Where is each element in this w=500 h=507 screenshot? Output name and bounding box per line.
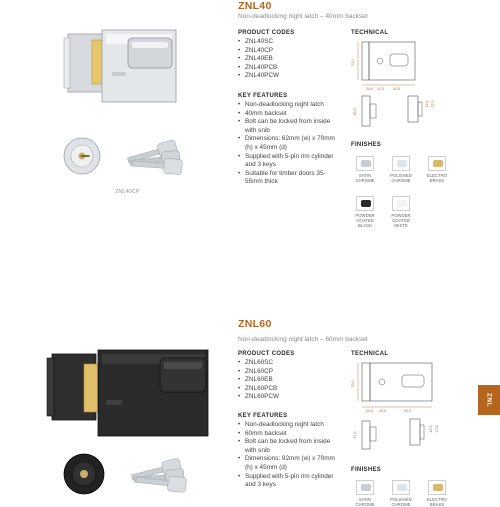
dim-f: 16.0 <box>353 108 357 116</box>
dim-f: 27.0 <box>353 431 357 439</box>
technical-drawing <box>348 359 448 455</box>
finish-swatch <box>422 480 452 507</box>
product-codes-heading: PRODUCT CODES <box>238 30 295 36</box>
technical-heading: TECHNICAL <box>351 30 389 36</box>
feature-item: • Bolt can be locked from inside with snib <box>238 118 342 135</box>
latch-product-photo <box>44 348 218 442</box>
finish-swatch <box>386 196 416 228</box>
dim-a: 24.0 <box>366 87 373 91</box>
key-features-heading: KEY FEATURES <box>238 93 288 99</box>
product-code: • ZNL60PCB <box>238 385 279 394</box>
finish-swatch-image <box>428 156 446 171</box>
finish-name: POLISHED CHROME <box>390 497 412 507</box>
product-code: • ZNL60SC <box>238 359 279 368</box>
dim-d: 42.0 <box>429 425 433 433</box>
dim-e: 27.0 <box>431 100 435 108</box>
side-tab-label: ZNL <box>485 392 493 408</box>
finish-name: POWDER COATED BLACK <box>355 213 375 228</box>
finish-swatch <box>350 480 380 507</box>
finish-swatch-image <box>392 196 410 211</box>
finish-name: SATIN CHROME <box>355 173 375 183</box>
product-title: ZNL60 <box>238 318 272 330</box>
finish-name: ELECTRO BRASS <box>426 497 448 507</box>
dim-height: 70.0 <box>351 59 355 67</box>
feature-item: • Non-deadlocking night latch <box>238 421 342 430</box>
feature-item: • 60mm backset <box>238 430 342 439</box>
technical-heading: TECHNICAL <box>351 351 389 357</box>
feature-item: • Supplied with 5-pin rim cylinder and 3 keys <box>238 153 342 170</box>
dim-height: 70.0 <box>351 380 355 388</box>
feature-item: • Supplied with 5-pin rim cylinder and 3 keys <box>238 473 342 490</box>
dim-a: 24.0 <box>366 409 373 413</box>
finish-swatch <box>350 196 380 228</box>
feature-item: • Dimensions: 92mm (w) x 70mm (h) x 45mm (d) <box>238 455 342 472</box>
product-title: ZNL40 <box>238 0 272 12</box>
dim-b: 11.0 <box>377 87 384 91</box>
photo-caption: ZNL40CP <box>115 189 140 195</box>
feature-item: • 40mm backset <box>238 110 342 119</box>
finish-name: POWDER COATED WHITE <box>391 213 411 228</box>
dim-d: 42.0 <box>425 100 429 108</box>
product-section-znl60 <box>0 318 500 507</box>
finish-swatch-image <box>392 480 410 495</box>
product-code: • ZNL60EB <box>238 376 279 385</box>
product-code: • ZNL40EB <box>238 55 279 64</box>
finishes-heading: FINISHES <box>351 467 382 473</box>
finishes-heading: FINISHES <box>351 142 382 148</box>
product-subtitle: Non-deadlocking night latch – 60mm backset <box>238 336 368 343</box>
cylinder-keys-photo <box>56 450 216 500</box>
finish-swatch <box>422 156 452 183</box>
finish-name: POLISHED CHROME <box>390 173 412 183</box>
key-features-list <box>238 421 342 490</box>
feature-item: • Dimensions: 62mm (w) x 70mm (h) x 45mm (d) <box>238 135 342 152</box>
key-features-heading: KEY FEATURES <box>238 413 288 419</box>
finish-name: SATIN CHROME <box>355 497 375 507</box>
product-code: • ZNL40CP <box>238 47 279 56</box>
finish-swatch <box>386 156 416 183</box>
cylinder-keys-photo <box>60 128 210 190</box>
feature-item: • Bolt can be locked from inside with snib <box>238 438 342 455</box>
finish-swatch <box>350 156 380 183</box>
product-codes-list <box>238 38 279 81</box>
product-code: • ZNL40PCB <box>238 64 279 73</box>
technical-drawing <box>348 38 440 134</box>
dim-e: 27.0 <box>435 425 439 433</box>
feature-item: • Non-deadlocking night latch <box>238 101 342 110</box>
key-features-list <box>238 101 342 187</box>
product-code: • ZNL40PCW <box>238 72 279 81</box>
dim-c: 42.0 <box>393 87 400 91</box>
finish-name: ELECTRO BRASS <box>426 173 448 183</box>
latch-product-photo <box>62 24 188 112</box>
product-subtitle: Non-deadlocking night latch – 40mm backset <box>238 13 368 20</box>
finish-swatch-image <box>392 156 410 171</box>
finish-swatch-image <box>356 480 374 495</box>
product-codes-list <box>238 359 279 402</box>
product-code: • ZNL40SC <box>238 38 279 47</box>
dim-b: 15.0 <box>379 409 386 413</box>
finish-swatch-image <box>428 480 446 495</box>
dim-c: 92.0 <box>404 409 411 413</box>
product-code: • ZNL60PCW <box>238 393 279 402</box>
section-side-tab <box>478 385 500 415</box>
product-code: • ZNL60CP <box>238 368 279 377</box>
finish-swatch-image <box>356 156 374 171</box>
finish-swatch-image <box>356 196 374 211</box>
feature-item: • Suitable for timber doors 35-55mm thick <box>238 170 342 187</box>
product-codes-heading: PRODUCT CODES <box>238 351 295 357</box>
finish-swatch <box>386 480 416 507</box>
